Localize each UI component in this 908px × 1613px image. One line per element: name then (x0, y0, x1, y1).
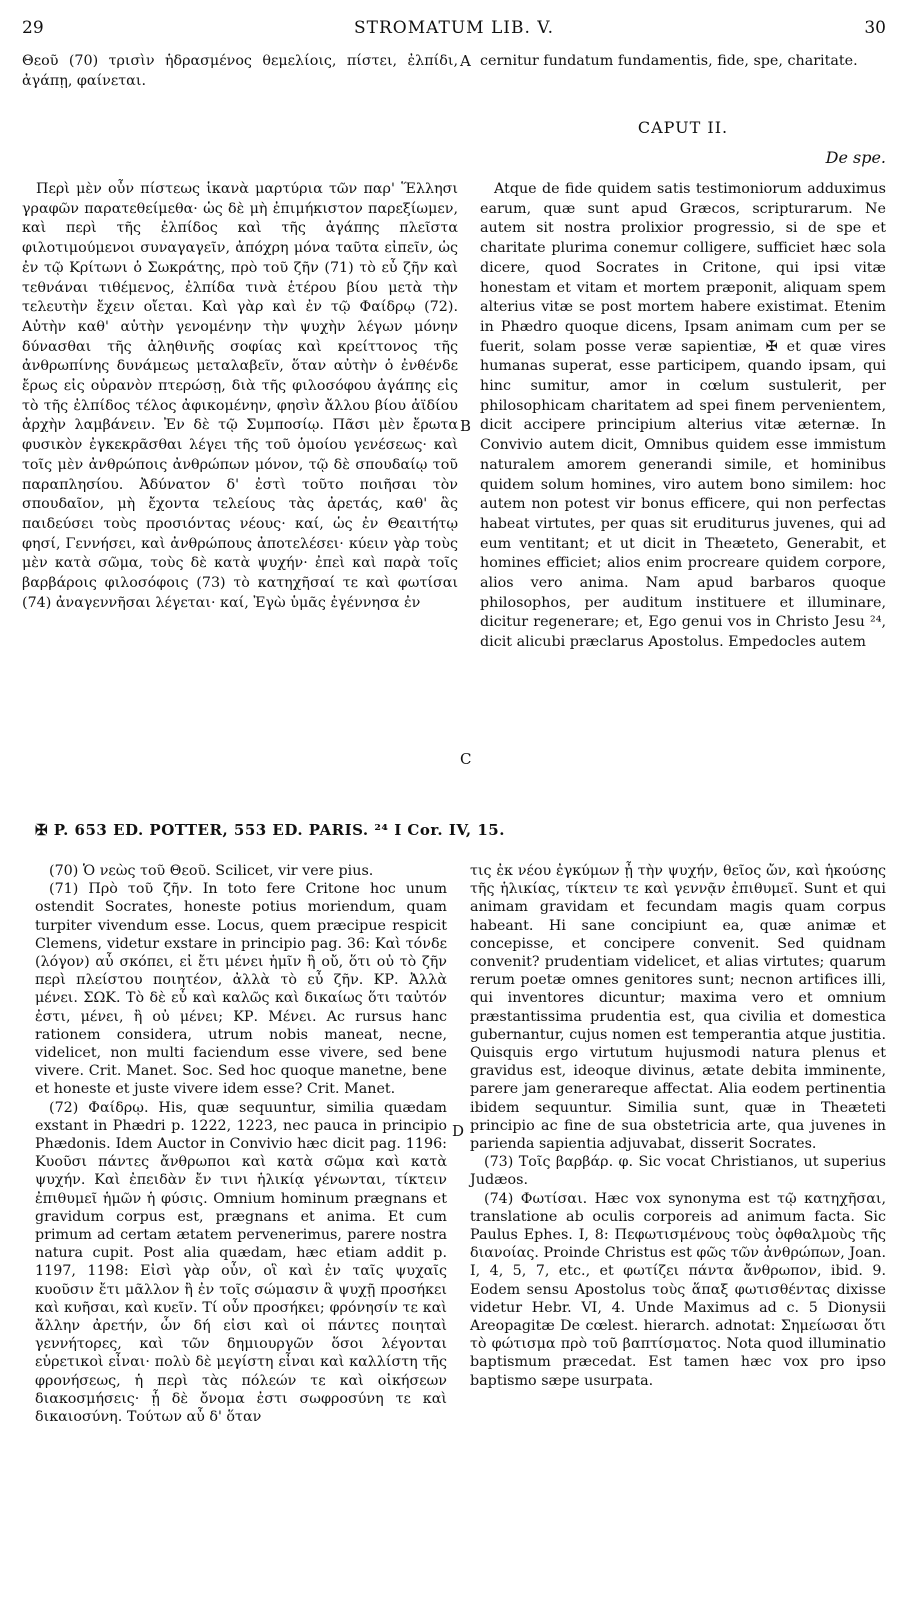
page-number-left: 29 (22, 18, 44, 38)
intro-greek: Θεοῦ (70) τρισὶν ἡδρασμένος θεμελίοις, πίστει, ἐλπίδι, ἀγάπῃ, φαίνεται. (22, 53, 458, 89)
notes-column-left (35, 862, 447, 1426)
latin-paragraph: Atque de fide quidem satis testimoniorum adduximus earum, quæ sunt apud Græcos, scripturarum. Ne autem sit nostra prolixior progressio, si de spe et charitate plurima conemur colligere, sufficiet hæc sola dicere, quod Socrates in Critone, qui ipsi vitæ honestam et vitam et mortem præponit, aliquam spem alterius vitæ se post mortem habere existimat. Etenim in Phædro quoque dicens, Ipsam animam cum per se fuerit, solam posse veræ sapientiæ, ✠ et quæ vires humanas superat, esse participem, quando ipsam, qui hinc sumitur, amor in cœlum sustulerit, per philosophicam charitatem ad spei finem pervenientem, dicit accipere principium alterius vitæ æternæ. In Convivio autem dicit, Omnibus quidem esse immistum naturalem amorem generandi simile, et hominibus quidem solum homines, viro autem bono similem: hoc autem non potest vir bonus efficere, qui non perfectas habeat virtutes, per quas sit eruditurus juvenes, qui ad eum ventitant; et ut dicit in Theæteto, Generabit, et homines efficiet; alios enim procreare quidem corpore, alios vero anima. Nam apud barbaros quoque philosophos, per auditum instituere et illuminare, dicitur regenerare; et, Ego genui vos in Christo Jesu ²⁴, dicit alicubi præclarus Apostolus. Empedocles autem (480, 181, 886, 651)
chapter-subtitle: De spe. (825, 148, 886, 167)
margin-marker-d: D (452, 1122, 465, 1140)
note-72: (72) Φαίδρῳ. His, quæ sequuntur, similia quædam exstant in Phædri p. 1222, 1223, nec pauca in principio Phædonis. Idem Auctor in Convivio hæc dicit pag. 1196: Κυοῦσι πάντες ἄνθρωποι καὶ κατὰ σῶμα καὶ κατὰ ψυχήν. Καὶ ἐπειδὰν ἔν τινι ἡλικίᾳ γένωνται, τίκτειν ἐπιθυμεῖ ἡμῶν ἡ φύσις. Omnium hominum prægnans et gravidum corpus est, prægnans et anima. Et cum primum ad certam ætatem pervenerimus, parere nostra natura cupit. Post alia quædam, hæc etiam addit p. 1197, 1198: Εἰσὶ γὰρ οὖν, οἳ καὶ ἐν ταῖς ψυχαῖς κυοῦσιν ἔτι μᾶλλον ἢ ἐν τοῖς σώμασιν ἃ ψυχῇ προσήκει καὶ κυῆσαι, καὶ κυεῖν. Τί οὖν προσήκει; φρόνησίν τε καὶ ἄλλην ἀρετήν, ὧν δή εἰσι καὶ οἱ πάντες ποιηταὶ γεννήτορες, καὶ τῶν δημιουργῶν ὅσοι λέγονται εὑρετικοὶ εἶναι· πολὺ δὲ μεγίστη εἶναι καὶ καλλίστη τῆς φρονήσεως, ἡ περὶ τὰς πόλεών τε καὶ οἰκήσεων διακοσμήσεις· ᾗ δὲ ὄνομα ἐστι σωφροσύνη τε καὶ δικαιοσύνη. Τούτων αὖ δ' ὅταν (35, 1099, 447, 1426)
margin-marker-c: C (460, 750, 472, 768)
greek-text-column (22, 180, 458, 613)
note-74: (74) Φωτίσαι. Hæc vox synonyma est τῷ κατηχῆσαι, translatione ab oculis corporeis ad animum facta. Sic Paulus Ephes. I, 8: Πεφωτισμένους τοὺς ὀφθαλμοὺς τῆς διανοίας. Proinde Christus est φῶς τῶν ἀνθρώπων, Joan. I, 4, 5, 7, etc., et φωτίζει πάντα ἄνθρωπον, ibid. 9. Eodem sensu Apostolus τοὺς ἅπαξ φωτισθέντας dixisse videtur Hebr. VI, 4. Unde Maximus ad c. 5 Dionysii Areopagitæ De cœlest. hierarch. adnotat: Σημείωσαι ὅτι τὸ φώτισμα πρὸ τοῦ βαπτίσματος. Nota quod illuminatio baptismum præcedat. Est tamen hæc vox pro ipso baptismo sæpe usurpata. (470, 1190, 886, 1389)
note-73: (73) Τοῖς βαρβάρ. φ. Sic vocat Christianos, ut superius Judæos. (470, 1154, 886, 1189)
greek-paragraph: Περὶ μὲν οὖν πίστεως ἱκανὰ μαρτύρια τῶν παρ' Ἕλλησι γραφῶν παρατεθείμεθα· ὡς δὲ μὴ ἐπιμήκιστον παρεξίωμεν, καὶ περὶ τῆς ἐλπίδος καὶ τῆς ἀγάπης πλεῖστα φιλοτιμούμενοι συναγαγεῖν, ἀπόχρη μόνα ταῦτα εἰπεῖν, ὡς ἐν τῷ Κρίτωνι ὁ Σωκράτης, πρὸ τοῦ ζῆν (71) τὸ εὖ ζῆν καὶ τεθνάναι τιθέμενος, ἐλπίδα τινὰ ἑτέρου βίου μετὰ τὴν τελευτὴν ἔχειν οἴεται. Καὶ γὰρ καὶ ἐν τῷ Φαίδρῳ (72). Αὐτὴν καθ' αὑτὴν γενομένην τὴν ψυχὴν λέγων μόνην δύνασθαι τῆς ἀληθινῆς σοφίας καὶ κρείττονος τῆς ἀνθρωπίνης δυνάμεως μεταλαβεῖν, ὅταν αὐτὴν ὁ ἐνθένδε ἔρως εἰς οὐρανὸν πτερώσῃ, διὰ τῆς φιλοσόφου ἀγάπης εἰς τὸ τῆς ἐλπίδος τέλος ἀφικομένην, φησὶν ἄλλου βίου ἀϊδίου ἀρχὴν λαμβάνειν. Ἐν δὲ τῷ Συμποσίῳ. Πᾶσι μὲν ἔρωτα φυσικὸν ἐγκεκρᾶσθαι λέγει τῆς τοῦ ὁμοίου γενέσεως· καὶ τοῖς μὲν ἀνθρώποις ἀνθρώπων μόνον, τῷ δὲ σπουδαίῳ τοῦ παραπλησίου. Ἀδύνατον δ' ἐστὶ τοῦτο ποιῆσαι τὸν σπουδαῖον, μὴ ἔχοντα τελείους τὰς ἀρετάς, καθ' ἃς παιδεύσει τοὺς προσιόντας νέους· καί, ὡς ἐν Θεαιτήτῳ φησί, Γεννήσει, καὶ ἀνθρώπους ἀποτελέσει· κύειν γὰρ τοὺς μὲν κατὰ σῶμα, τοὺς δὲ κατὰ ψυχήν· ἐπεὶ καὶ παρὰ τοῖς βαρβάροις φιλοσόφοις (73) τὸ κατηχῆσαί τε καὶ φωτίσαι (74) ἀναγεννῆσαι λέγεται· καί, Ἐγὼ ὑμᾶς ἐγέννησα ἐν (22, 181, 458, 611)
page-number-right: 30 (864, 18, 886, 38)
intro-latin: cernitur fundatum fundamentis, fide, spe, charitate. (480, 53, 858, 69)
edition-reference: ✠ P. 653 ED. POTTER, 553 ED. PARIS. ²⁴ I Cor. IV, 15. (35, 821, 505, 839)
margin-marker-a: A (460, 52, 471, 70)
running-title: STROMATUM LIB. V. (354, 18, 554, 38)
notes-column-right (470, 862, 886, 1390)
note-72-continued: τις ἐκ νέου ἐγκύμων ᾖ τὴν ψυχήν, θεῖος ὤν, καὶ ἡκούσης τῆς ἡλικίας, τίκτειν τε καὶ γεννᾷν ἐπιθυμεῖ. Sunt et qui animam gravidam et fecundam magis quam corpus habeant. Hi sane concipiunt ea, quæ animæ et concepisse, et concipere convenit. Sed quidnam convenit? prudentiam videlicet, et alias virtutes; quarum rerum poetæ omnes genitores sunt; necnon artifices illi, qui inventores dicuntur; maxima vero et omnium præstantissima prudentia est, qua civilia et domestica gubernantur, cujus nomen est temperantia atque justitia. Quisquis ergo virtutum hujusmodi natura plenus et gravidus est, ideoque divinus, ætate debita imminente, parere jam generareque affectat. Alia eodem pertinentia ibidem sequuntur. Similia sunt, quæ in Theæteti principio ac fine de sua obstetricia arte, qua juvenes in parienda sapientia adjuvabat, disserit Socrates. (470, 863, 886, 1153)
running-header (22, 18, 886, 42)
note-71: (71) Πρὸ τοῦ ζῆν. In toto fere Critone hoc unum ostendit Socrates, honeste potius moriendum, quam turpiter vivendum esse. Locus, quem præcipue respicit Clemens, videtur exstare in principio pag. 36: Καὶ τόνδε (λόγον) αὖ σκόπει, εἰ ἔτι μένει ἡμῖν ἢ οὔ, ὅτι οὐ τὸ ζῆν περὶ πλείστου ποιητέον, ἀλλὰ τὸ εὖ ζῆν. ΚΡ. Ἀλλὰ μένει. ΣΩΚ. Τὸ δὲ εὖ καὶ καλῶς καὶ δικαίως ὅτι ταὐτόν ἐστι, μένει, ἢ οὐ μένει; ΚΡ. Μένει. Ac rursus hanc rationem considera, utrum nobis maneat, necne, videlicet, non multi faciendum esse vivere, sed bene vivere. Crit. Manet. Soc. Sed hoc quoque manetne, bene et honeste et juste vivere idem esse? Crit. Manet. (35, 881, 447, 1098)
chapter-heading: CAPUT II. (637, 118, 729, 137)
note-70: (70) Ὁ νεὼς τοῦ Θεοῦ. Scilicet, vir vere pius. (49, 863, 374, 879)
latin-text-column (480, 180, 886, 653)
margin-marker-b: B (460, 417, 472, 435)
